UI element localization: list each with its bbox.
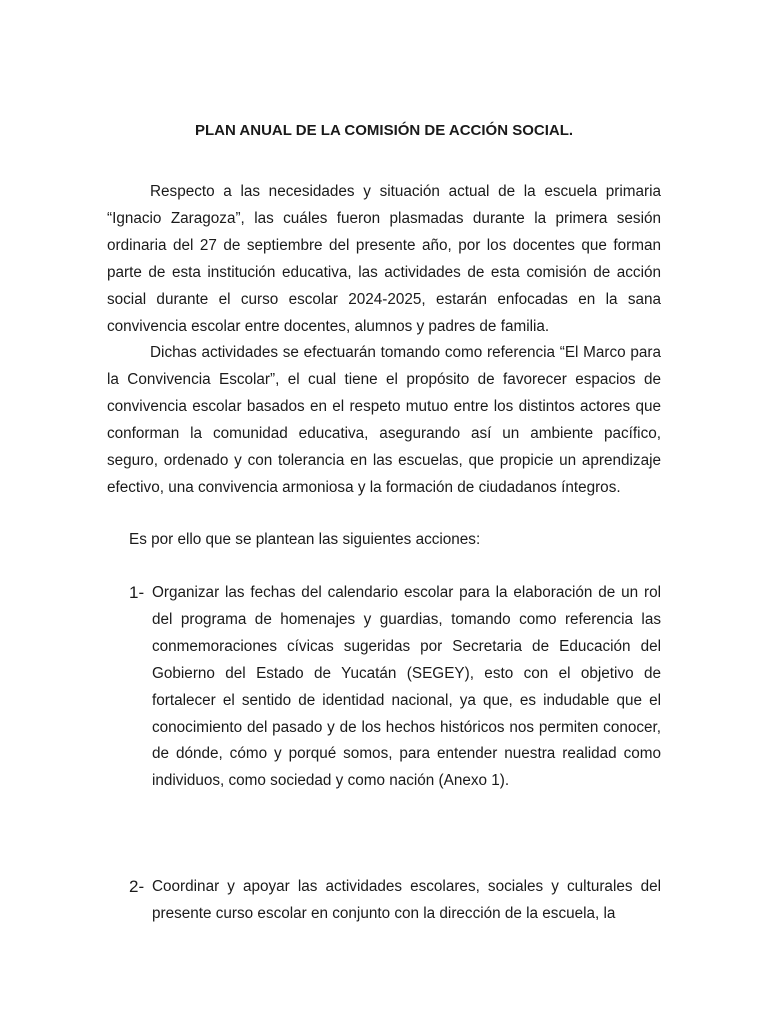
action-text: Organizar las fechas del calendario escolar para la elaboración de un rol del programa de homenajes y guardias, tomando como referencia las conmemoraciones cívicas sugeridas por Secretaria de Educación del Gobierno del Estado de Yucatán (SEGEY), esto con el objetivo de fortalecer el sentido de identidad nacional, ya que, es indudable que el conocimiento del pasado y de los hechos históricos nos permiten conocer, de dónde, cómo y porqué somos, para entender nuestra realidad como individuos, como sociedad y como nación (Anexo 1). bbox=[152, 584, 661, 790]
paragraph: Respecto a las necesidades y situación actual de la escuela primaria “Ignacio Zaragoza”, las cuáles fueron plasmadas durante la primera sesión ordinaria del 27 de septiembre del presente año, por los docentes que forman parte de esta institución educativa, las actividades de esta comisión de acción social durante el curso escolar 2024-2025, estarán enfocadas en la sana convivencia escolar entre docentes, alumnos y padres de familia. bbox=[107, 183, 661, 335]
action-item bbox=[129, 580, 661, 795]
document-title: PLAN ANUAL DE LA COMISIÓN DE ACCIÓN SOCIAL. bbox=[194, 122, 574, 139]
action-item bbox=[129, 874, 661, 928]
action-number: 1- bbox=[129, 583, 145, 602]
actions-intro: Es por ello que se plantean las siguientes acciones: bbox=[129, 531, 481, 548]
action-number: 2- bbox=[129, 877, 145, 896]
action-text: Coordinar y apoyar las actividades escolares, sociales y culturales del presente curso escolar en conjunto con la dirección de la escuela, la bbox=[152, 878, 661, 922]
paragraph: Dichas actividades se efectuarán tomando como referencia “El Marco para la Convivencia Escolar”, el cual tiene el propósito de favorecer espacios de convivencia escolar basados en el respeto mutuo entre los distintos actores que conforman la comunidad educativa, asegurando así un ambiente pacífico, seguro, ordenado y con tolerancia en las escuelas, que propicie un aprendizaje efectivo, una convivencia armoniosa y la formación de ciudadanos íntegros. bbox=[107, 344, 661, 496]
